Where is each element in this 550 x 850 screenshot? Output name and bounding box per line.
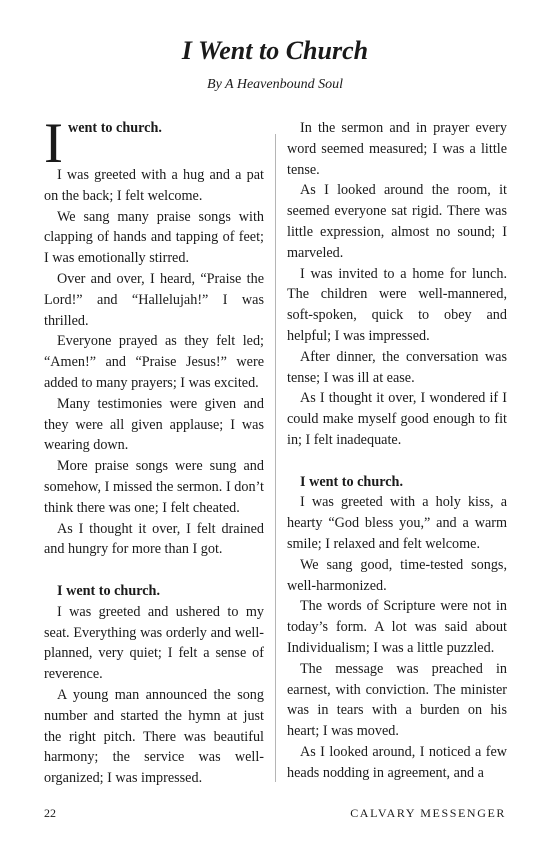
publication-name: CALVARY MESSENGER (350, 806, 506, 820)
paragraph: Everyone prayed as they felt led; “Amen!” and “Praise Jesus!” were added to many prayers; I was excited. (44, 333, 264, 391)
article-title: I Went to Church (181, 36, 369, 65)
paragraph: After dinner, the conversation was tense; I was ill at ease. (287, 348, 507, 386)
right-column (287, 118, 507, 784)
paragraph: More praise songs were sung and somehow, I missed the sermon. I don’t think there was one; I felt cheated. (44, 458, 264, 516)
paragraph: In the sermon and in prayer every word seemed measured; I was a little tense. (287, 120, 507, 178)
paragraph: As I thought it over, I wondered if I could make myself good enough to fit in; I felt inadequate. (287, 390, 507, 448)
paragraph: The words of Scripture were not in today’s form. A lot was said about Individualism; I was a little puzzled. (287, 598, 507, 656)
paragraph: We sang good, time-tested songs, well-harmonized. (287, 556, 507, 594)
section-heading: I went to church. (300, 473, 403, 490)
paragraph: As I thought it over, I felt drained and hungry for more than I got. (44, 520, 264, 558)
page-number: 22 (44, 806, 56, 820)
paragraph: As I looked around the room, it seemed everyone sat rigid. There was little expression, almost no sound; I marveled. (287, 182, 507, 261)
column-divider (275, 134, 276, 782)
section-heading: I went to church. (57, 582, 160, 599)
article-byline: By A Heavenbound Soul (207, 77, 343, 92)
paragraph: As I looked around, I noticed a few heads nodding in agreement, and a (287, 743, 507, 781)
opening-heading: went to church. (67, 120, 162, 136)
paragraph: I was invited to a home for lunch. The children were well-mannered, soft-spoken, quick to obey and helpful; I was impressed. (287, 265, 507, 344)
opening-paragraph (44, 112, 264, 207)
opening-text: I was greeted with a hug and a pat on the back; I felt welcome. (44, 167, 264, 204)
left-column (44, 112, 264, 789)
paragraph: We sang many praise songs with clapping of hands and tapping of feet; I was emotionally stirred. (44, 208, 264, 267)
paragraph: Over and over, I heard, “Praise the Lord!” and “Hallelujah!” I was thrilled. (44, 270, 264, 329)
paragraph: A young man announced the song number and started the hymn at just the right pitch. There was beautiful harmony; the service was well-organized; I was impressed. (44, 686, 264, 787)
paragraph: Many testimonies were given and they were all given applause; I was wearing down. (44, 395, 264, 454)
drop-cap: I (44, 112, 63, 175)
paragraph: The message was preached in earnest, with conviction. The minister was in tears with a burden on his heart; I was moved. (287, 660, 507, 740)
paragraph: I was greeted with a holy kiss, a hearty “God bless you,” and a warm smile; I relaxed and felt welcome. (287, 494, 507, 552)
paragraph: I was greeted and ushered to my seat. Everything was orderly and well-planned, very quiet; I felt a sense of reverence. (44, 603, 264, 683)
